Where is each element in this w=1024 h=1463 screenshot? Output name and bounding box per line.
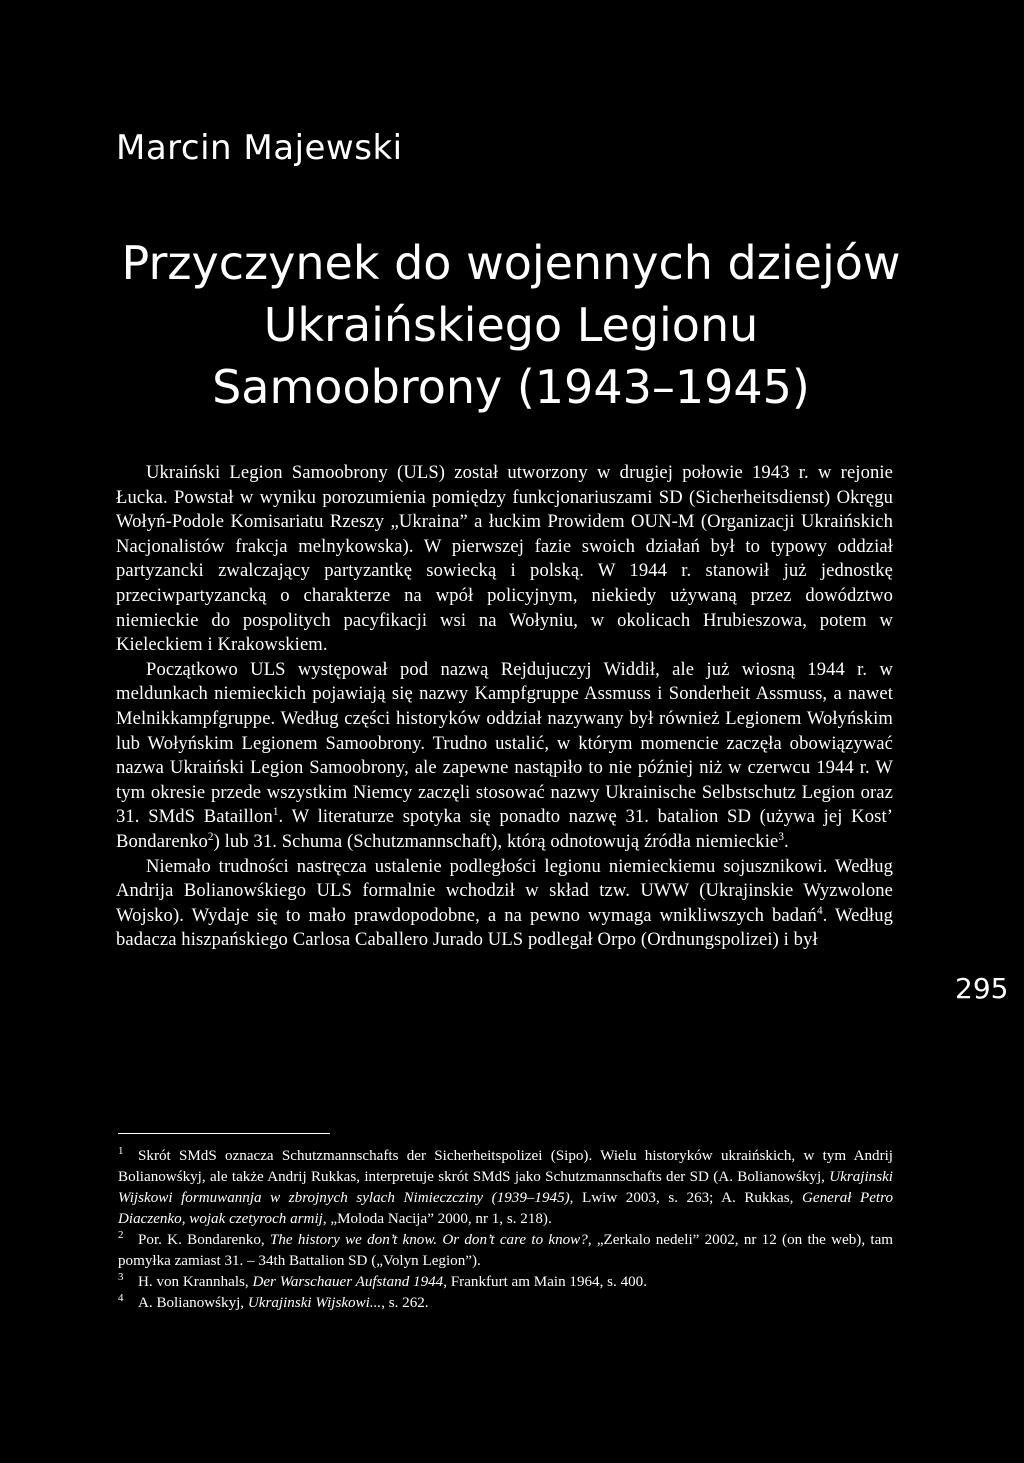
footnote-ref[interactable]: 4 <box>816 904 823 917</box>
title-line: Samoobrony (1943–1945) <box>212 360 810 414</box>
paragraph-text: ) lub 31. Schuma (Schutzmannschaft), którą odnotowują źródła niemieckie <box>213 830 779 852</box>
footnote-3: 3 H. von Krannhals, Der Warschauer Aufstand 1944, Frankfurt am Main 1964, s. 400. <box>118 1270 647 1290</box>
footnote-title: Ukrajinski Wijskowi formuwannja w zbrojnych sylach Nimieczcziny (1939–1945) <box>118 1169 893 1206</box>
footnote-text: Skrót SMdS oznacza Schutzmannschafts der Sicherheitspolizei (Sipo). Wielu historyków ukraińskich, w tym Andrij Bolianowśkyj, ale także Andrij Rukkas, interpretuje skrót SMdS jako Schutzmannschafts der SD (A. Bolianowśkyj, <box>118 1148 893 1185</box>
footnote-text: , Lwiw 2003, s. 263; A. Rukkas, <box>569 1190 802 1206</box>
footnote-title: Ukrajinski Wijskowi... <box>247 1295 382 1311</box>
footnote-title: Der Warschauer Aufstand 1944 <box>252 1274 444 1290</box>
article-body <box>116 461 893 953</box>
footnote-ref[interactable]: 1 <box>272 806 279 819</box>
footnote-divider <box>118 1133 330 1134</box>
title-line: Ukraińskiego Legionu <box>263 298 759 352</box>
footnote-ref[interactable]: 3 <box>778 830 785 843</box>
paragraph-text: . W literaturze spotyka się ponadto nazwę 31. batalion SD (używa jej Kost’ Bondarenko <box>116 806 894 852</box>
paragraph-text: . <box>784 830 789 852</box>
footnote-text: , „Zerkalo nedeli” 2002, nr 12 (on the web), tam pomyłka zamiast 31. – 34th Battalion SD („Volyn Legion”). <box>118 1232 894 1269</box>
paragraph-text: Niemało trudności nastręcza ustalenie podległości legionu niemieckiemu sojusznikowi. Według Andrija Bolianowśkiego ULS formalnie wchodził w skład tzw. UWW (Ukrajinskie Wyzwolone Wojsko). Wydaje się to mało prawdopodobne, a na pewno wymaga wnikliwszych badań <box>116 855 893 926</box>
footnote-text: , Frankfurt am Main 1964, s. 400. <box>443 1274 647 1290</box>
paragraph-1 <box>116 461 893 658</box>
footnote-text: Por. K. Bondarenko, <box>138 1232 270 1248</box>
footnote-title: Generał Petro Diaczenko, wojak czetyroch armij <box>118 1190 893 1227</box>
author-name: Marcin Majewski <box>116 128 403 168</box>
footnote-4: 4 A. Bolianowśkyj, Ukrajinski Wijskowi..., s. 262. <box>118 1291 429 1311</box>
footnote-ref[interactable]: 2 <box>207 830 214 843</box>
footnote-text: , „Moloda Nacija” 2000, nr 1, s. 218). <box>322 1211 552 1227</box>
footnote-1: 1 Skrót SMdS oznacza Schutzmannschafts der Sicherheitspolizei (Sipo). Wielu historyków ukraińskich, w tym Andrij Bolianowśkyj, ale także Andrij Rukkas, interpretuje skrót SMdS jako Schutzmannschafts der SD (A. Bolianowśkyj, Ukrajinski Wijskowi formuwannja w zbrojnych sylach Nimieczcziny (1939–1945), Lwiw 2003, s. 263; A. Rukkas, Generał Petro Diaczenko, wojak czetyroch armij, „Moloda Nacija” 2000, nr 1, s. 218). <box>118 1144 893 1227</box>
footnote-2: 2 Por. K. Bondarenko, The history we don’t know. Or don’t care to know?, „Zerkalo nedeli” 2002, nr 12 (on the web), tam pomyłka zamiast 31. – 34th Battalion SD („Volyn Legion”). <box>118 1228 894 1269</box>
paragraph-text: . Według badacza hiszpańskiego Carlosa Caballero Jurado ULS podlegał Orpo (Ordnungspolizei) i był <box>116 904 893 951</box>
title-line: Przyczynek do wojennych dziejów <box>121 236 901 290</box>
page-number: 295 <box>955 972 1009 1005</box>
article-title <box>116 232 906 418</box>
paragraph-2 <box>116 658 893 855</box>
footnotes <box>118 1146 893 1314</box>
footnote-text: A. Bolianowśkyj, <box>138 1295 248 1311</box>
footnote-title: The history we don’t know. Or don’t care to know? <box>269 1232 588 1248</box>
footnote-text: , s. 262. <box>381 1295 429 1311</box>
footnote-text: H. von Krannhals, <box>138 1274 253 1290</box>
paragraph-3 <box>116 855 893 953</box>
paragraph-text: Ukraiński Legion Samoobrony (ULS) został utworzony w drugiej połowie 1943 r. w rejonie Łucka. Powstał w wyniku porozumienia pomiędzy funkcjonariuszami SD (Sicherheitsdienst) Okręgu Wołyń-Podole Komisariatu Rzeszy „Ukraina” a łuckim Prowidem OUN-M (Organizacji Ukraińskich Nacjonalistów frakcja melnykowska). W pierwszej fazie swoich działań był to typowy oddział partyzancki zwalczający partyzantkę sowiecką i polską. W 1944 r. stanowił już jednostkę przeciwpartyzancką o charakterze na wpół policyjnym, niekiedy używaną przez dowództwo niemieckie do pospolitych pacyfikacji wsi na Wołyniu, w okolicach Hrubieszowa, potem w Kieleckiem i Krakowskiem. <box>116 462 893 656</box>
paragraph-text: Początkowo ULS występował pod nazwą Rejdujuczyj Widdił, ale już wiosną 1944 r. w meldunkach niemieckich pojawiają się nazwy Kampfgruppe Assmuss i Sonderheit Assmuss, a nawet Melnikkampfgruppe. Według części historyków oddział nazywany był również Legionem Wołyńskim lub Wołyńskim Legionem Samoobrony. Trudno ustalić, w którym momencie zaczęła obowiązywać nazwa Ukraiński Legion Samoobrony, ale zapewne nastąpiło to nie później niż w czerwcu 1944 r. W tym okresie przede wszystkim Niemcy zaczęli stosować nazwy Ukrainische Selbstschutz Legion oraz 31. SMdS Bataillon <box>116 658 893 828</box>
